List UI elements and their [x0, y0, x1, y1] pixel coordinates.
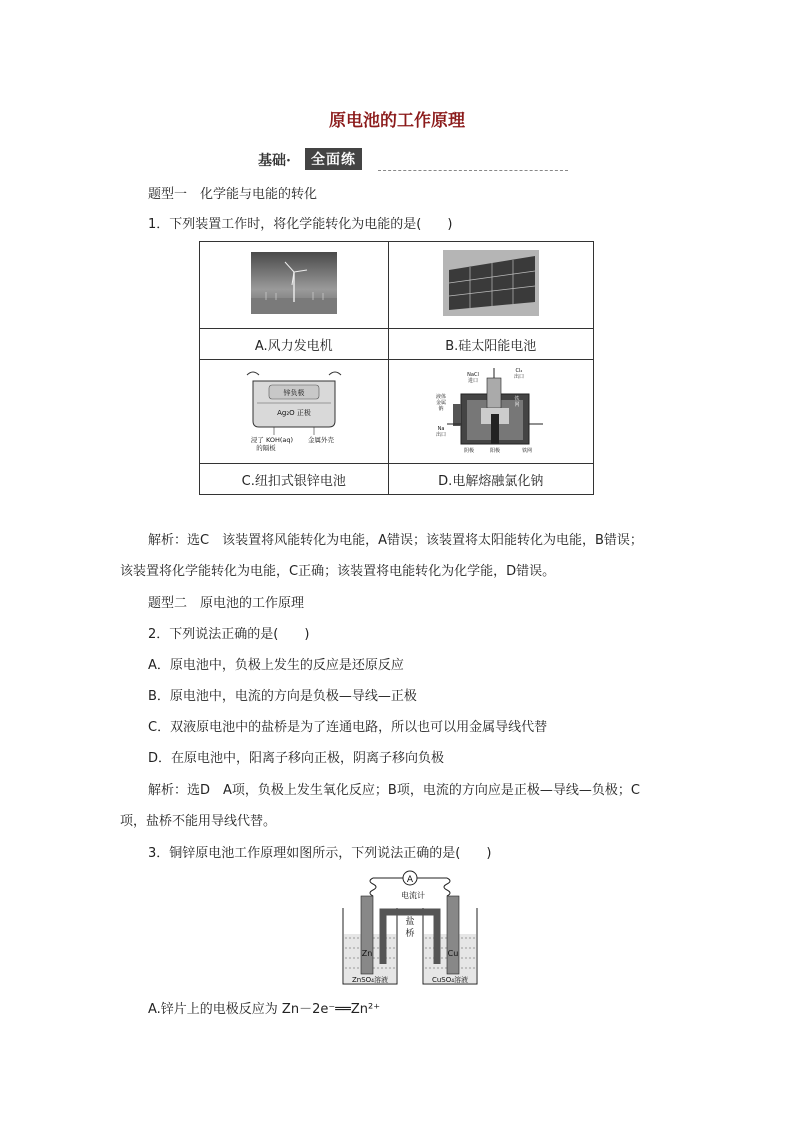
question-type-1: 题型一 化学能与电能的转化 — [148, 187, 318, 202]
q3-stem: 3．铜锌原电池工作原理如图所示，下列说法正确的是( ) — [148, 846, 492, 861]
diagram-d-nacl-in-2: 进口 — [467, 377, 478, 384]
copper-zinc-cell-diagram — [335, 868, 485, 992]
q1-options-table — [199, 241, 594, 495]
option-b-caption: B.硅太阳能电池 — [388, 329, 594, 360]
zn-electrode-label: Zn — [361, 949, 373, 958]
ammeter-label: 电流计 — [401, 891, 425, 900]
option-c-caption: C.纽扣式银锌电池 — [200, 464, 389, 495]
ammeter-symbol: A — [406, 875, 414, 885]
q2-answer-line-2: 项，盐桥不能用导线代替。 — [120, 814, 277, 829]
cu-electrode-label: Cu — [447, 949, 459, 958]
diagram-d-cathode-label: 阴极 — [463, 447, 474, 454]
q1-answer-line-2: 该装置将化学能转化为电能，C正确；该装置将电能转化为化学能，D错误。 — [120, 564, 556, 579]
wind-turbine-image — [251, 252, 337, 314]
diagram-d-mesh-label: 铁网 — [521, 447, 532, 454]
question-type-2: 题型二 原电池的工作原理 — [148, 596, 305, 611]
salt-bridge-label-2: 桥 — [405, 929, 415, 939]
diagram-c-left-label-2: 的隔板 — [256, 443, 276, 452]
q2-option-d: D．在原电池中，阳离子移向正极，阴离子移向负极 — [148, 751, 445, 766]
option-a-image-cell — [200, 242, 389, 329]
button-battery-diagram — [239, 365, 349, 455]
q3-option-a: A.锌片上的电极反应为 Zn－2e⁻══Zn²⁺ — [148, 1002, 381, 1017]
diagram-d-fe-label-2: 网 — [514, 401, 520, 408]
diagram-d-cl-out-1: Cl₂ — [515, 367, 523, 374]
option-c-image-cell — [200, 360, 389, 464]
q1-answer-line-1: 解析：选C 该装置将风能转化为电能，A错误；该装置将太阳能转化为电能，B错误； — [148, 533, 643, 548]
section-header — [258, 148, 568, 172]
q1-stem: 1．下列装置工作时，将化学能转化为电能的是( ) — [148, 217, 453, 232]
salt-bridge-label-1: 盐 — [405, 917, 415, 927]
q2-answer-line-1: 解析：选D A项，负极上发生氧化反应；B项，电流的方向应是正极—导线—负极；C — [148, 783, 640, 798]
diagram-c-top-label: 锌负极 — [283, 388, 305, 397]
znso4-solution-label: ZnSO₄溶液 — [352, 976, 388, 984]
option-d-image-cell — [388, 360, 594, 464]
diagram-d-na-label-3: 钠 — [438, 405, 444, 412]
q2-option-b: B．原电池中，电流的方向是负极—导线—正极 — [148, 689, 417, 704]
section-badge: 全面练 — [305, 148, 362, 170]
diagram-d-fe-label-1: 铁 — [514, 395, 520, 402]
diagram-c-mid-label: Ag₂O 正极 — [276, 408, 311, 417]
diagram-d-na-label-1: 液体 — [435, 393, 446, 400]
diagram-d-anode-label: 阳极 — [489, 447, 500, 454]
option-a-caption: A.风力发电机 — [200, 329, 389, 360]
page-title: 原电池的工作原理 — [329, 111, 465, 131]
diagram-d-na-out-2: 出口 — [435, 431, 446, 438]
diagram-d-cl-out-2: 出口 — [513, 373, 524, 380]
solar-panel-image — [443, 250, 539, 316]
diagram-d-na-label-2: 金属 — [435, 399, 446, 406]
cuso4-solution-label: CuSO₄溶液 — [431, 976, 469, 984]
option-b-image-cell — [388, 242, 594, 329]
section-label: 基础· — [258, 153, 291, 169]
electrolysis-cell-diagram — [431, 364, 551, 456]
diagram-d-nacl-in-1: NaCl — [466, 371, 479, 378]
diagram-c-right-label: 金属外壳 — [307, 435, 334, 444]
section-divider — [378, 170, 568, 171]
option-d-caption: D.电解熔融氯化钠 — [388, 464, 594, 495]
q2-option-a: A．原电池中，负极上发生的反应是还原反应 — [148, 658, 404, 673]
diagram-c-left-label-1: 浸了 KOH(aq) — [250, 435, 293, 444]
diagram-d-na-out-1: Na — [437, 425, 445, 432]
q2-stem: 2．下列说法正确的是( ) — [148, 627, 310, 642]
q2-option-c: C．双液原电池中的盐桥是为了连通电路，所以也可以用金属导线代替 — [148, 720, 548, 735]
